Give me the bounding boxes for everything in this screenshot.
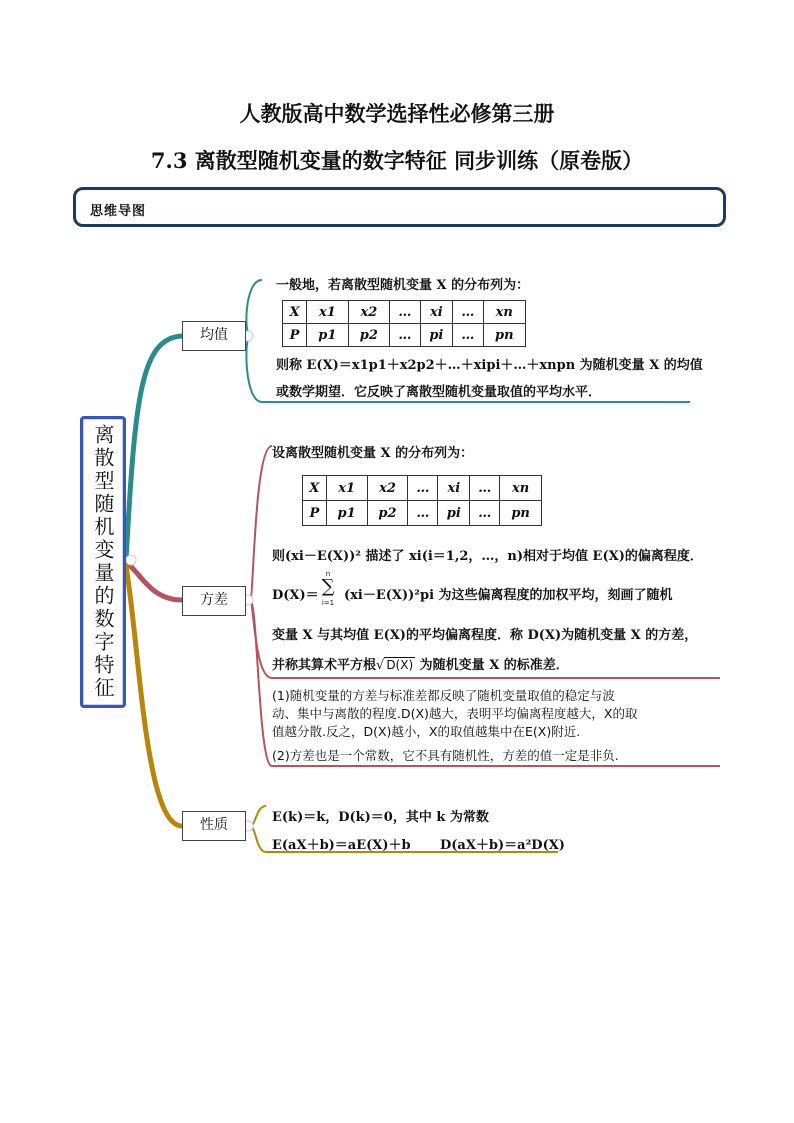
- table-cell: xn: [483, 301, 525, 324]
- table-cell: xn: [500, 476, 542, 501]
- sqrt-argument: D(X): [386, 658, 414, 672]
- variance-line-3: 变量 X 与其均值 E(X)的平均偏离程度．称 D(X)为随机变量 X 的方差，: [272, 628, 698, 643]
- branch-mean: 均值: [182, 321, 246, 351]
- table-cell: X: [283, 301, 307, 324]
- table-cell: …: [453, 324, 483, 347]
- mean-definition-2: 或数学期望．它反映了离散型随机变量取值的平均水平．: [276, 385, 602, 400]
- table-row: [283, 301, 526, 324]
- table-cell: pi: [438, 501, 470, 526]
- document-title: 人教版高中数学选择性必修第三册: [239, 101, 555, 126]
- section-label: 思维导图: [90, 204, 147, 219]
- table-row: [303, 501, 542, 526]
- table-cell: p1: [307, 324, 349, 347]
- table-cell: pn: [500, 501, 542, 526]
- table-cell: P: [283, 324, 307, 347]
- table-cell: …: [408, 501, 438, 526]
- table-cell: x1: [326, 476, 367, 501]
- root-label: 离散型随机变量的数字特征: [91, 424, 115, 700]
- table-cell: P: [303, 501, 327, 526]
- table-cell: x2: [348, 301, 390, 324]
- variance-line-4: 并称其算术平方根√ D(X) 为随机变量 X 的标准差．: [272, 658, 569, 673]
- table-cell: …: [390, 324, 420, 347]
- document-subtitle: 7.3 离散型随机变量的数字特征 同步训练（原卷版）: [150, 148, 644, 173]
- property-line-2b: D(aX＋b)＝a²D(X): [440, 838, 565, 853]
- property-branch-curve: [126, 566, 182, 826]
- table-cell: xi: [420, 301, 453, 324]
- variance-note-1a: (1)随机变量的方差与标准差都反映了随机变量取值的稳定与波: [272, 688, 615, 703]
- table-cell: …: [470, 476, 500, 501]
- table-cell: …: [390, 301, 420, 324]
- variance-formula-rhs: (xi－E(X))²pi 为这些偏离程度的加权平均，刻画了随机: [344, 588, 673, 603]
- sigma-upper: n: [325, 570, 331, 578]
- mindmap-root: [80, 416, 126, 708]
- variance-line-4-post: 为随机变量 X 的标准差．: [419, 658, 569, 673]
- variance-line-1: 则(xi－E(X))² 描述了 xi(i＝1,2，…，n)相对于均值 E(X)的偏离程度．: [272, 549, 703, 564]
- variance-note-2: (2)方差也是一个常数，它不具有随机性，方差的值一定是非负.: [272, 748, 619, 763]
- table-cell: …: [453, 301, 483, 324]
- variance-line-4-pre: 并称其算术平方根: [272, 658, 377, 673]
- property-line-1: E(k)＝k，D(k)＝0，其中 k 为常数: [272, 810, 489, 825]
- sigma-symbol: ∑: [321, 576, 335, 597]
- variance-branch-curve: [126, 562, 182, 600]
- table-row: [303, 476, 542, 501]
- table-cell: p2: [348, 324, 390, 347]
- mean-branch-curve: [126, 336, 182, 560]
- variance-distribution-table: [302, 475, 542, 526]
- table-cell: x1: [307, 301, 349, 324]
- table-cell: x2: [367, 476, 408, 501]
- variance-formula-lhs: D(X)＝: [272, 588, 319, 603]
- mean-intro: 一般地，若离散型随机变量 X 的分布列为：: [276, 278, 530, 293]
- variance-note-1b: 动、集中与离散的程度.D(X)越大，表明平均偏离程度越大，X的取: [272, 706, 638, 721]
- table-cell: p2: [367, 501, 408, 526]
- table-cell: xi: [438, 476, 470, 501]
- mean-definition-1: 则称 E(X)＝x1p1＋x2p2＋…＋xipi＋…＋xnpn 为随机变量 X 的均值: [276, 358, 703, 373]
- sigma-lower: i=1: [321, 599, 335, 607]
- branch-variance: 方差: [182, 586, 246, 616]
- table-cell: …: [408, 476, 438, 501]
- mean-distribution-table: [282, 300, 526, 347]
- variance-note-1c: 值越分散.反之，D(X)越小，X的取值越集中在E(X)附近.: [272, 724, 581, 739]
- variance-intro: 设离散型随机变量 X 的分布列为：: [272, 446, 474, 461]
- table-cell: pi: [420, 324, 453, 347]
- table-cell: X: [303, 476, 327, 501]
- table-cell: …: [470, 501, 500, 526]
- root-node: [126, 555, 136, 565]
- branch-property: 性质: [182, 811, 246, 841]
- table-row: [283, 324, 526, 347]
- table-cell: pn: [483, 324, 525, 347]
- property-line-2a: E(aX＋b)＝aE(X)＋b: [272, 838, 411, 853]
- table-cell: p1: [326, 501, 367, 526]
